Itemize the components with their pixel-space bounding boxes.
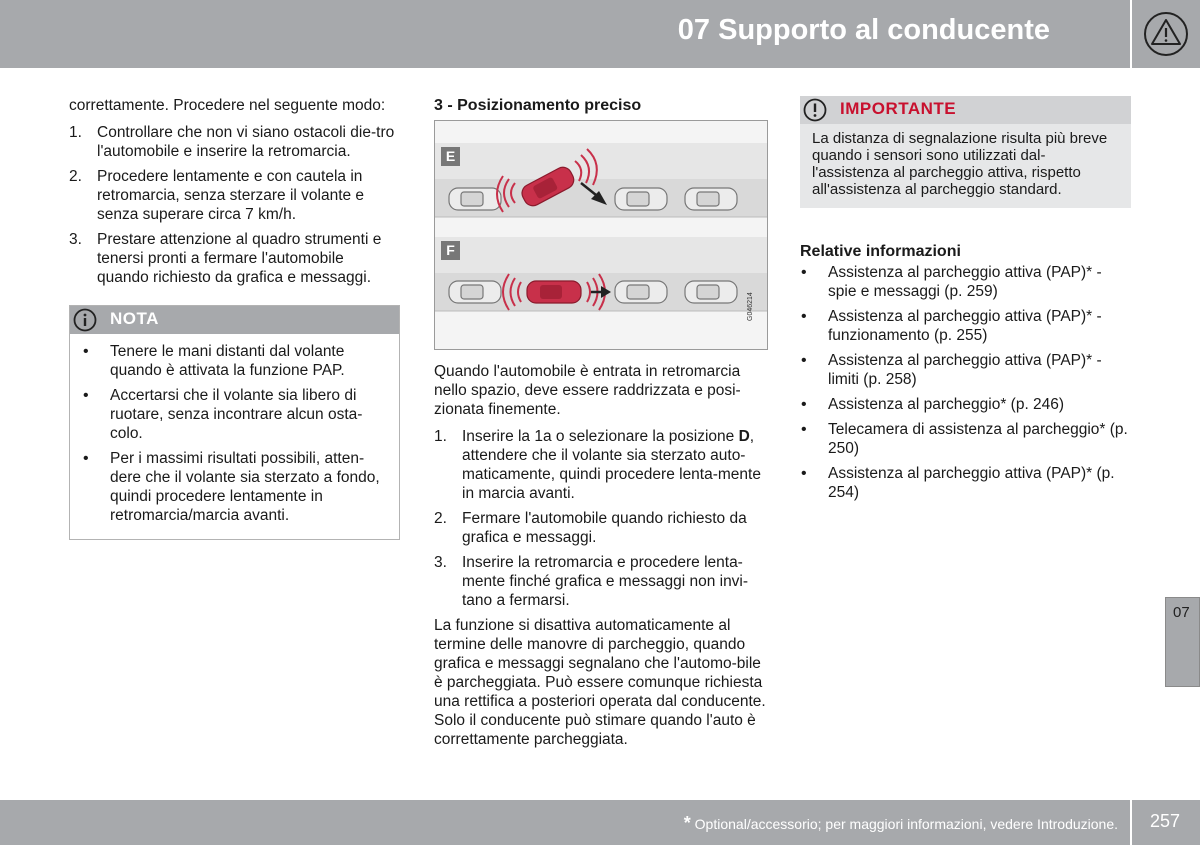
note-list [70,334,399,525]
parking-diagram [435,121,769,351]
related-link[interactable]: • Assistenza al parcheggio attiva (PAP)* - funzionamento (p. 255) [800,307,1131,345]
related-link[interactable]: • Assistenza al parcheggio attiva (PAP)* (p. 254) [800,464,1131,502]
exclamation-icon [803,98,827,122]
closing-paragraph: La funzione si disattiva automaticamente al termine delle manovre di parcheggio, quando grafica e messaggi segnalano che l'automo-bile è parcheggiata. Può essere comunque richiesta una rettifica a posteriori operata dal conducente. Solo il conducente può stimare quando l'auto è correttamente parcheggiata. [434,617,766,748]
parking-illustration [434,120,768,350]
figure-code: G046214 [747,292,754,321]
page-footer [0,800,1130,845]
step-item: 3. Prestare attenzione al quadro strumenti e tenersi pronti a fermare l'automobile quando richiesto da grafica e messaggi. [69,231,382,286]
related-link[interactable]: • Telecamera di assistenza al parcheggio* (p. 250) [800,420,1131,458]
procedure-steps [69,123,399,287]
intro-paragraph: correttamente. Procedere nel seguente modo: [69,97,386,114]
middle-intro: Quando l'automobile è entrata in retromarcia nello spazio, deve essere raddrizzata e posi-zionata finemente. [434,363,741,418]
footnote [684,813,1118,834]
step-item: 3. Inserire la retromarcia e procedere lenta-mente finché grafica e messaggi non invi-tano a fermarsi. [434,554,749,609]
important-box [800,96,1131,208]
scene-label-f: F [441,241,460,260]
note-header [70,306,399,334]
info-icon [73,308,97,332]
parked-car [449,188,501,210]
related-link[interactable]: • Assistenza al parcheggio attiva (PAP)* - spie e messaggi (p. 259) [800,263,1131,301]
step-item: 1. Inserire la 1a o selezionare la posizione D, attendere che il volante sia sterzato auto-maticamente, quindi procedere lenta-mente in marcia avanti. [434,428,761,502]
page-number: 257 [1150,811,1181,831]
step-item: 1. Controllare che non vi siano ostacoli die-tro l'automobile e inserire la retromarcia. [69,124,395,160]
footnote-star: * [683,813,691,833]
related-link[interactable]: • Assistenza al parcheggio* (p. 246) [800,395,1131,414]
related-title: Relative informazioni [800,243,961,260]
section-title: 3 - Posizionamento preciso [434,97,642,114]
important-text: La distanza di segnalazione risulta più breve quando i sensori sono utilizzati dal-l'assistenza al parcheggio attiva, rispetto all'assistenza al parcheggio standard. [812,130,1108,198]
page-number-box [1132,800,1200,845]
chapter-tab-label: 07 [1173,604,1190,621]
left-column [69,96,399,540]
note-item: • Accertarsi che il volante sia libero di ruotare, senza incontrare alcun osta-colo. [82,386,389,443]
chapter-title: 07 Supporto al conducente [677,14,1050,46]
important-header [800,96,1131,124]
related-list [800,263,1131,502]
page-header [0,0,1130,68]
footnote-text: Optional/accessorio; per maggiori informazioni, vedere Introduzione. [690,816,1118,832]
parked-car [615,188,667,210]
related-link[interactable]: • Assistenza al parcheggio attiva (PAP)* - limiti (p. 258) [800,351,1131,389]
important-label: IMPORTANTE [840,99,957,118]
warning-triangle-icon [1132,0,1200,68]
parked-car [449,281,501,303]
note-item: • Tenere le mani distanti dal volante quando è attivata la funzione PAP. [82,342,389,380]
chapter-tab[interactable] [1165,597,1200,687]
middle-column [434,96,768,757]
note-label: NOTA [110,309,159,328]
scene-label-e: E [441,147,460,166]
step-item: 2. Procedere lentamente e con cautela in retromarcia, senza sterzare il volante e senza superare circa 7 km/h. [69,168,365,223]
moving-car [527,281,581,303]
note-box [69,305,400,540]
step-item: 2. Fermare l'automobile quando richiesto da grafica e messaggi. [434,510,747,546]
parked-car [685,281,737,303]
parked-car [685,188,737,210]
chapter-icon-box [1132,0,1200,68]
note-item: • Per i massimi risultati possibili, atten-dere che il volante sia sterzato a fondo, quindi procedere lentamente in retromarcia/marcia avanti. [82,449,389,525]
right-column [800,96,1131,508]
parked-car [615,281,667,303]
positioning-steps [434,427,768,610]
